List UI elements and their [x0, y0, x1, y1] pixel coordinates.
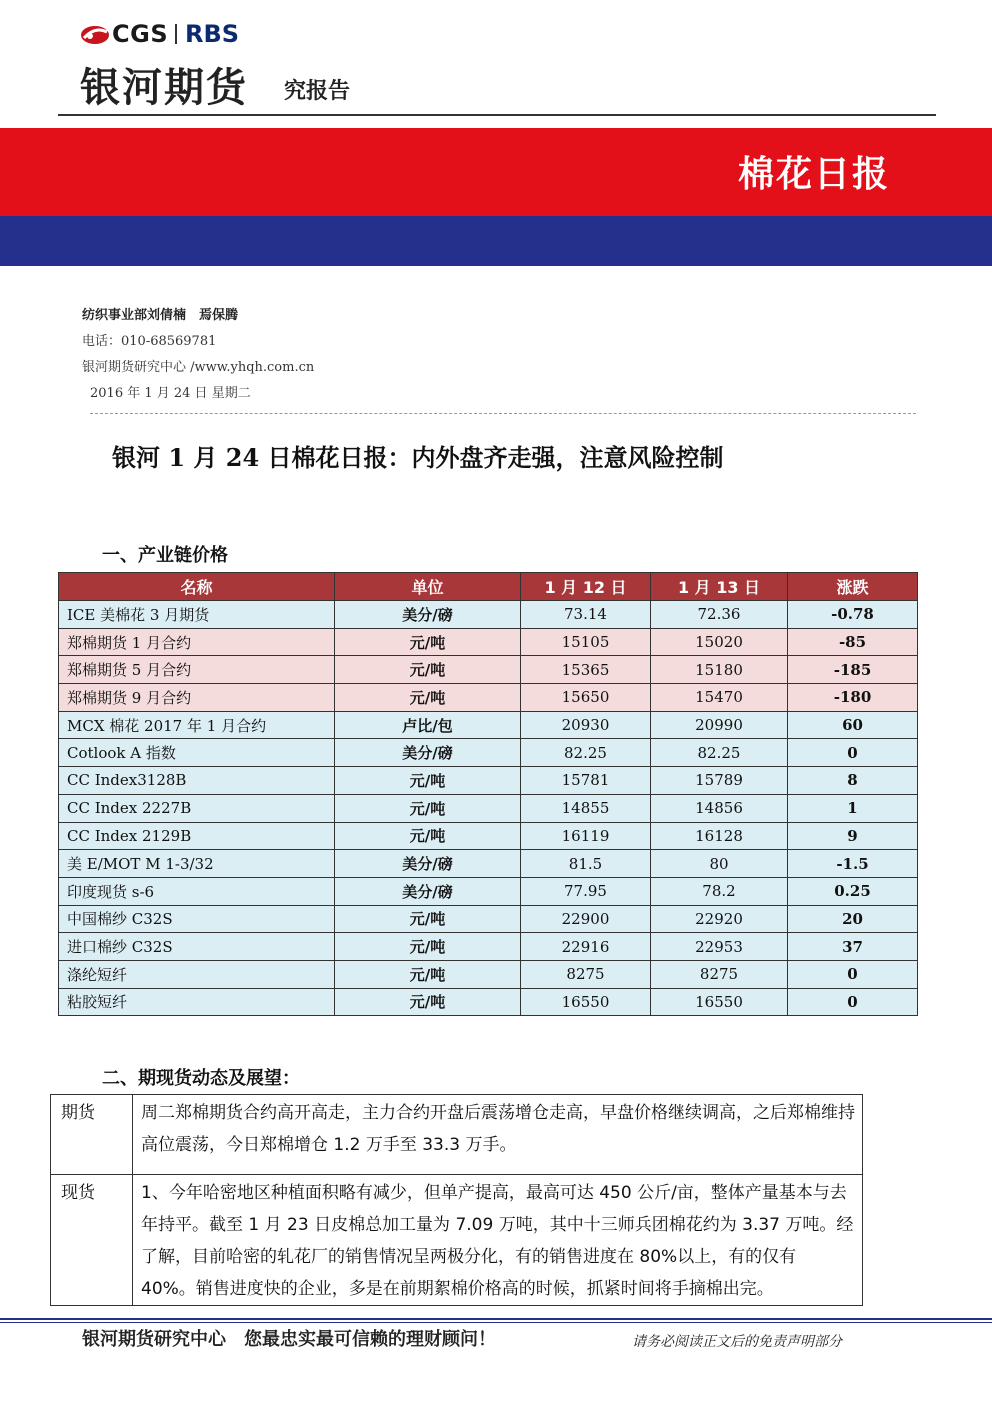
price-table-row: [59, 877, 918, 905]
cell-unit: 元/吨: [335, 933, 521, 961]
report-title: 棉花日报: [737, 154, 890, 195]
cell-unit: 元/吨: [335, 794, 521, 822]
header-divider: [58, 114, 936, 116]
cell-change: -185: [788, 656, 918, 684]
price-table-row: [59, 960, 918, 988]
cell-name: Cotlook A 指数: [59, 739, 335, 767]
company-name: 银河期货: [80, 65, 248, 111]
cell-date1: 82.25: [521, 739, 651, 767]
cell-name: CC Index 2129B: [59, 822, 335, 850]
outlook-label: 期货: [51, 1095, 133, 1175]
banner-stripe: [0, 216, 992, 266]
cell-change: 9: [788, 822, 918, 850]
galaxy-logo-icon: [80, 24, 110, 46]
outlook-row-futures: [51, 1095, 863, 1175]
cell-name: CC Index3128B: [59, 767, 335, 795]
cell-change: -85: [788, 628, 918, 656]
footer-divider: [0, 1318, 992, 1320]
outlook-label: 现货: [51, 1175, 133, 1306]
cell-date1: 20930: [521, 711, 651, 739]
price-table-row: [59, 711, 918, 739]
footer-divider-thin: [0, 1322, 992, 1323]
outlook-text: 周二郑棉期货合约高开高走，主力合约开盘后震荡增仓走高，早盘价格继续调高，之后郑棉维持高位震荡，今日郑棉增仓 1.2 万手至 33.3 万手。: [133, 1095, 863, 1175]
cell-date2: 15470: [651, 684, 788, 712]
price-table-row: [59, 739, 918, 767]
cell-change: 0: [788, 739, 918, 767]
cell-date2: 22953: [651, 933, 788, 961]
cell-date1: 16119: [521, 822, 651, 850]
cell-date2: 15020: [651, 628, 788, 656]
footer-slogan: 银河期货研究中心 您最忠实最可信赖的理财顾问！: [82, 1329, 496, 1350]
cell-date2: 14856: [651, 794, 788, 822]
footer-disclaimer-note: 请务必阅读正文后的免责声明部分: [632, 1334, 842, 1350]
price-table-header-row: [59, 573, 918, 601]
cell-date2: 72.36: [651, 601, 788, 629]
cell-unit: 元/吨: [335, 684, 521, 712]
cell-name: 中国棉纱 C32S: [59, 905, 335, 933]
author-line: 纺织事业部刘倩楠 焉保腾: [82, 308, 239, 323]
cell-unit: 美分/磅: [335, 601, 521, 629]
logo-cgs-text: CGS: [112, 20, 169, 48]
cell-change: -0.78: [788, 601, 918, 629]
column-header-name: 名称: [59, 573, 335, 601]
cell-name: 进口棉纱 C32S: [59, 933, 335, 961]
outlook-table: [50, 1094, 863, 1306]
outlook-row-spot: [51, 1175, 863, 1306]
cell-name: 郑棉期货 9 月合约: [59, 684, 335, 712]
price-table: [58, 572, 918, 1016]
cell-unit: 美分/磅: [335, 877, 521, 905]
cell-date2: 8275: [651, 960, 788, 988]
cell-unit: 元/吨: [335, 822, 521, 850]
price-table-row: [59, 850, 918, 878]
cell-unit: 元/吨: [335, 628, 521, 656]
column-header-date1: 1 月 12 日: [521, 573, 651, 601]
cell-change: -180: [788, 684, 918, 712]
cell-date1: 77.95: [521, 877, 651, 905]
cell-date2: 16550: [651, 988, 788, 1016]
cell-change: 20: [788, 905, 918, 933]
logo-separator: [175, 24, 177, 44]
cell-change: 1: [788, 794, 918, 822]
cell-name: 印度现货 s-6: [59, 877, 335, 905]
cell-name: MCX 棉花 2017 年 1 月合约: [59, 711, 335, 739]
cell-date2: 15180: [651, 656, 788, 684]
cell-change: 0.25: [788, 877, 918, 905]
cell-date1: 81.5: [521, 850, 651, 878]
cell-unit: 元/吨: [335, 905, 521, 933]
cell-date1: 8275: [521, 960, 651, 988]
cell-unit: 美分/磅: [335, 850, 521, 878]
cell-date2: 22920: [651, 905, 788, 933]
cell-date2: 78.2: [651, 877, 788, 905]
report-headline: 银河 1 月 24 日棉花日报：内外盘齐走强，注意风险控制: [112, 443, 724, 472]
cell-date1: 16550: [521, 988, 651, 1016]
cell-date1: 15781: [521, 767, 651, 795]
cell-name: 涤纶短纤: [59, 960, 335, 988]
cell-name: 郑棉期货 1 月合约: [59, 628, 335, 656]
cell-change: 8: [788, 767, 918, 795]
cell-date1: 15365: [521, 656, 651, 684]
logo-rbs-text: RBS: [185, 20, 240, 48]
section-title-outlook: 二、期现货动态及展望：: [102, 1068, 300, 1089]
price-table-row: [59, 656, 918, 684]
section-title-prices: 一、产业链价格: [102, 545, 228, 566]
cell-change: 0: [788, 988, 918, 1016]
cell-name: 粘胶短纤: [59, 988, 335, 1016]
price-table-row: [59, 767, 918, 795]
cell-change: 37: [788, 933, 918, 961]
cell-unit: 元/吨: [335, 988, 521, 1016]
cell-name: ICE 美棉花 3 月期货: [59, 601, 335, 629]
cell-unit: 元/吨: [335, 960, 521, 988]
phone-line: 电话：010-68569781: [82, 334, 217, 349]
cell-unit: 元/吨: [335, 656, 521, 684]
price-table-row: [59, 822, 918, 850]
column-header-date2: 1 月 13 日: [651, 573, 788, 601]
cell-unit: 美分/磅: [335, 739, 521, 767]
cell-date2: 80: [651, 850, 788, 878]
cell-date1: 15650: [521, 684, 651, 712]
outlook-text: 1、今年哈密地区种植面积略有减少，但单产提高，最高可达 450 公斤/亩，整体产量基本与去年持平。截至 1 月 23 日皮棉总加工量为 7.09 万吨，其中十三师兵团棉花约为 3.37 万吨。经了解，目前哈密的轧花厂的销售情况呈两极分化，有的销售进度在 80%以上，有的仅有 40%。销售进度快的企业，多是在前期絮棉价格高的时候，抓紧时间将手摘棉出完。: [133, 1175, 863, 1306]
price-table-row: [59, 905, 918, 933]
cell-date2: 15789: [651, 767, 788, 795]
cell-date1: 22916: [521, 933, 651, 961]
cell-unit: 元/吨: [335, 767, 521, 795]
column-header-change: 涨跌: [788, 573, 918, 601]
price-table-row: [59, 794, 918, 822]
meta-divider: [90, 413, 916, 414]
price-table-row: [59, 933, 918, 961]
report-label: 究报告: [284, 79, 351, 104]
price-table-row: [59, 684, 918, 712]
column-header-unit: 单位: [335, 573, 521, 601]
website-line: 银河期货研究中心 /www.yhqh.com.cn: [82, 360, 315, 375]
cell-date1: 15105: [521, 628, 651, 656]
cell-date2: 20990: [651, 711, 788, 739]
report-date: 2016 年 1 月 24 日 星期二: [90, 386, 251, 401]
price-table-row: [59, 601, 918, 629]
price-table-row: [59, 628, 918, 656]
cell-name: 郑棉期货 5 月合约: [59, 656, 335, 684]
cell-change: 60: [788, 711, 918, 739]
cell-unit: 卢比/包: [335, 711, 521, 739]
cell-change: 0: [788, 960, 918, 988]
cell-name: CC Index 2227B: [59, 794, 335, 822]
cell-date1: 14855: [521, 794, 651, 822]
cell-date2: 16128: [651, 822, 788, 850]
cell-date1: 22900: [521, 905, 651, 933]
cell-date2: 82.25: [651, 739, 788, 767]
cell-date1: 73.14: [521, 601, 651, 629]
cell-name: 美 E/MOT M 1-3/32: [59, 850, 335, 878]
price-table-row: [59, 988, 918, 1016]
cell-change: -1.5: [788, 850, 918, 878]
